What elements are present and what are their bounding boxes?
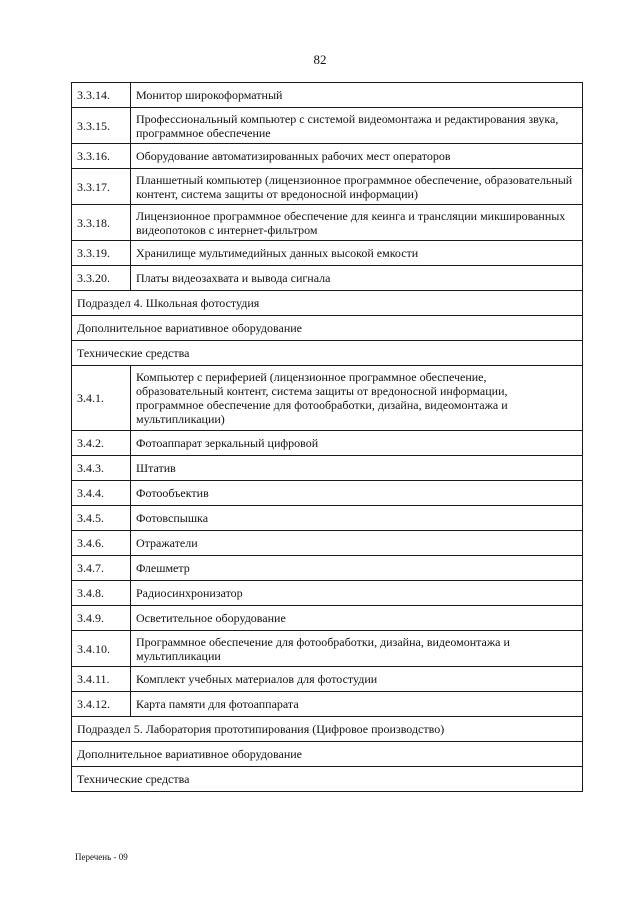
table-row — [72, 581, 583, 606]
item-description: Фотоаппарат зеркальный цифровой — [131, 431, 583, 456]
item-number: 3.3.18. — [72, 205, 131, 241]
item-number: 3.4.4. — [72, 481, 131, 506]
equipment-table — [71, 82, 583, 792]
table-row — [72, 667, 583, 692]
item-description: Отражатели — [131, 531, 583, 556]
item-number: 3.3.17. — [72, 169, 131, 205]
table-row — [72, 205, 583, 241]
table-row — [72, 366, 583, 431]
table-row — [72, 83, 583, 108]
item-description: Комплект учебных материалов для фотостудии — [131, 667, 583, 692]
item-number: 3.4.8. — [72, 581, 131, 606]
table-row — [72, 266, 583, 291]
table-row — [72, 556, 583, 581]
item-description: Радиосинхронизатор — [131, 581, 583, 606]
item-description: Осветительное оборудование — [131, 606, 583, 631]
item-number: 3.4.11. — [72, 667, 131, 692]
item-description: Хранилище мультимедийных данных высокой емкости — [131, 241, 583, 266]
item-number: 3.3.14. — [72, 83, 131, 108]
section-row — [72, 291, 583, 316]
item-number: 3.4.5. — [72, 506, 131, 531]
item-description: Лицензионное программное обеспечение для кеинга и трансляции микшированных видеопотоков с интернет-фильтром — [131, 205, 583, 241]
item-number: 3.4.1. — [72, 366, 131, 431]
section-title: Дополнительное вариативное оборудование — [72, 316, 583, 341]
section-row — [72, 717, 583, 742]
section-row — [72, 767, 583, 792]
table-row — [72, 631, 583, 667]
item-description: Компьютер с периферией (лицензионное программное обеспечение, образовательный контент, система защиты от вредоносной информации, программное обеспечение для фотообработки, дизайна, видеомонтажа и мультипликации) — [131, 366, 583, 431]
item-number: 3.4.9. — [72, 606, 131, 631]
page-footer: Перечень - 09 — [75, 852, 128, 862]
item-description: Профессиональный компьютер с системой видеомонтажа и редактирования звука, программное обеспечение — [131, 108, 583, 144]
table-row — [72, 431, 583, 456]
table-row — [72, 241, 583, 266]
item-number: 3.3.16. — [72, 144, 131, 169]
section-row — [72, 316, 583, 341]
item-number: 3.4.7. — [72, 556, 131, 581]
item-number: 3.4.10. — [72, 631, 131, 667]
section-title: Дополнительное вариативное оборудование — [72, 742, 583, 767]
item-description: Оборудование автоматизированных рабочих мест операторов — [131, 144, 583, 169]
item-number: 3.4.6. — [72, 531, 131, 556]
item-number: 3.3.15. — [72, 108, 131, 144]
item-number: 3.4.3. — [72, 456, 131, 481]
section-title: Подраздел 5. Лаборатория прототипирования (Цифровое производство) — [72, 717, 583, 742]
item-description: Штатив — [131, 456, 583, 481]
section-title: Подраздел 4. Школьная фотостудия — [72, 291, 583, 316]
table-row — [72, 108, 583, 144]
item-description: Фотовспышка — [131, 506, 583, 531]
table-row — [72, 144, 583, 169]
item-description: Платы видеозахвата и вывода сигнала — [131, 266, 583, 291]
section-title: Технические средства — [72, 341, 583, 366]
item-description: Фотообъектив — [131, 481, 583, 506]
table-row — [72, 531, 583, 556]
table-row — [72, 481, 583, 506]
table-body — [72, 83, 583, 792]
item-number: 3.3.19. — [72, 241, 131, 266]
item-description: Планшетный компьютер (лицензионное программное обеспечение, образовательный контент, система защиты от вредоносной информации) — [131, 169, 583, 205]
item-number: 3.3.20. — [72, 266, 131, 291]
item-description: Программное обеспечение для фотообработки, дизайна, видеомонтажа и мультипликации — [131, 631, 583, 667]
item-number: 3.4.2. — [72, 431, 131, 456]
section-row — [72, 742, 583, 767]
item-description: Карта памяти для фотоаппарата — [131, 692, 583, 717]
table-row — [72, 506, 583, 531]
table-row — [72, 606, 583, 631]
item-number: 3.4.12. — [72, 692, 131, 717]
section-row — [72, 341, 583, 366]
page-number: 82 — [313, 52, 327, 67]
table-row — [72, 692, 583, 717]
section-title: Технические средства — [72, 767, 583, 792]
item-description: Флешметр — [131, 556, 583, 581]
table-row — [72, 456, 583, 481]
table-row — [72, 169, 583, 205]
item-description: Монитор широкоформатный — [131, 83, 583, 108]
